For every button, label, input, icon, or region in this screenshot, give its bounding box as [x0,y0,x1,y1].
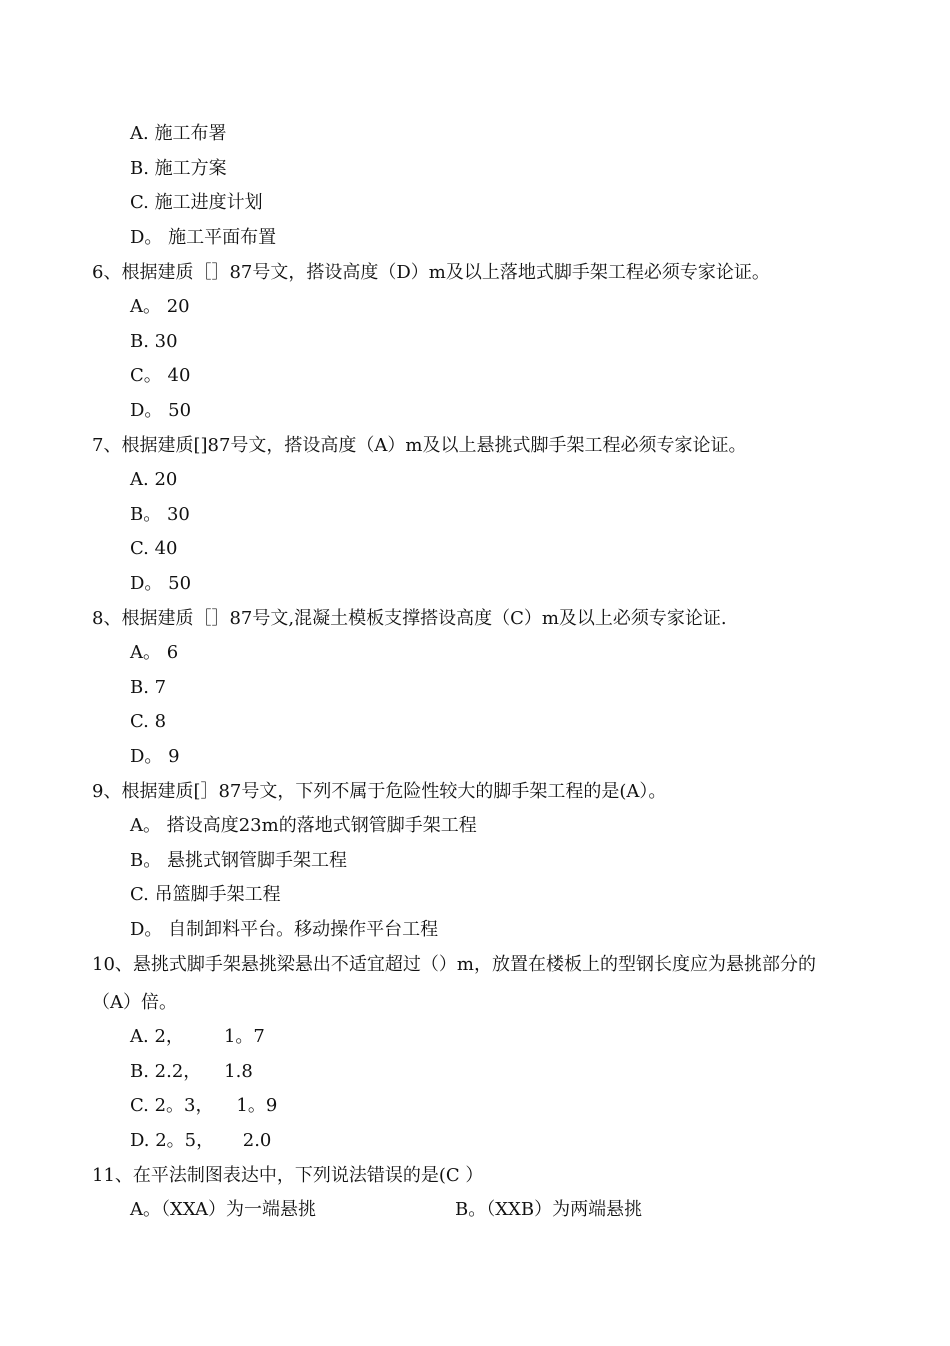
q8-stem: 8、根据建质［］87号文,混凝土模板支撑搭设高度（C）m及以上必须专家论证. [92,608,727,629]
q8-option-c: C. 8 [130,711,167,732]
q11-stem: 11、在平法制图表达中，下列说法错误的是(C ） [92,1165,484,1186]
q11-option-b: B。（XXB）为两端悬挑 [455,1199,643,1220]
q9-stem: 9、根据建质[］87号文，下列不属于危险性较大的脚手架工程的是(A）。 [92,781,667,802]
q9-option-a: A。 搭设高度23m的落地式钢管脚手架工程 [130,815,477,836]
q5-option-a: A. 施工布署 [130,123,227,144]
q11-option-a: A。（XXA）为一端悬挑 [130,1199,316,1220]
q6-option-d: D。 50 [130,400,192,421]
q6-option-c: C。 40 [130,365,191,386]
q9-option-c: C. 吊篮脚手架工程 [130,884,281,905]
q7-option-c: C. 40 [130,538,178,559]
q9-option-d: D。 自制卸料平台。移动操作平台工程 [130,919,439,940]
q6-stem: 6、根据建质［］87号文，搭设高度（D）m及以上落地式脚手架工程必须专家论证。 [92,262,770,283]
q7-option-d: D。 50 [130,573,192,594]
q10-stem-line2: （A）倍。 [92,992,177,1013]
q10-option-d: D. 2。5， 2.0 [130,1130,272,1151]
q5-option-c: C. 施工进度计划 [130,192,263,213]
q7-stem: 7、根据建质[]87号文，搭设高度（A）m及以上悬挑式脚手架工程必须专家论证。 [92,435,747,456]
q5-option-b: B. 施工方案 [130,158,227,179]
q10-stem-line1: 10、悬挑式脚手架悬挑梁悬出不适宜超过（）m，放置在楼板上的型钢长度应为悬挑部分的 [92,954,816,975]
q7-option-a: A. 20 [130,469,178,490]
q10-option-c: C. 2。3， 1。9 [130,1095,278,1116]
q8-option-d: D。 9 [130,746,180,767]
q8-option-a: A。 6 [130,642,179,663]
q10-option-a: A. 2， 1。7 [130,1026,265,1047]
q7-option-b: B。 30 [130,504,190,525]
q5-option-d: D。 施工平面布置 [130,227,277,248]
q9-option-b: B。 悬挑式钢管脚手架工程 [130,850,347,871]
q8-option-b: B. 7 [130,677,167,698]
q10-option-b: B. 2.2， 1.8 [130,1061,253,1082]
q6-option-a: A。 20 [130,296,190,317]
q6-option-b: B. 30 [130,331,178,352]
